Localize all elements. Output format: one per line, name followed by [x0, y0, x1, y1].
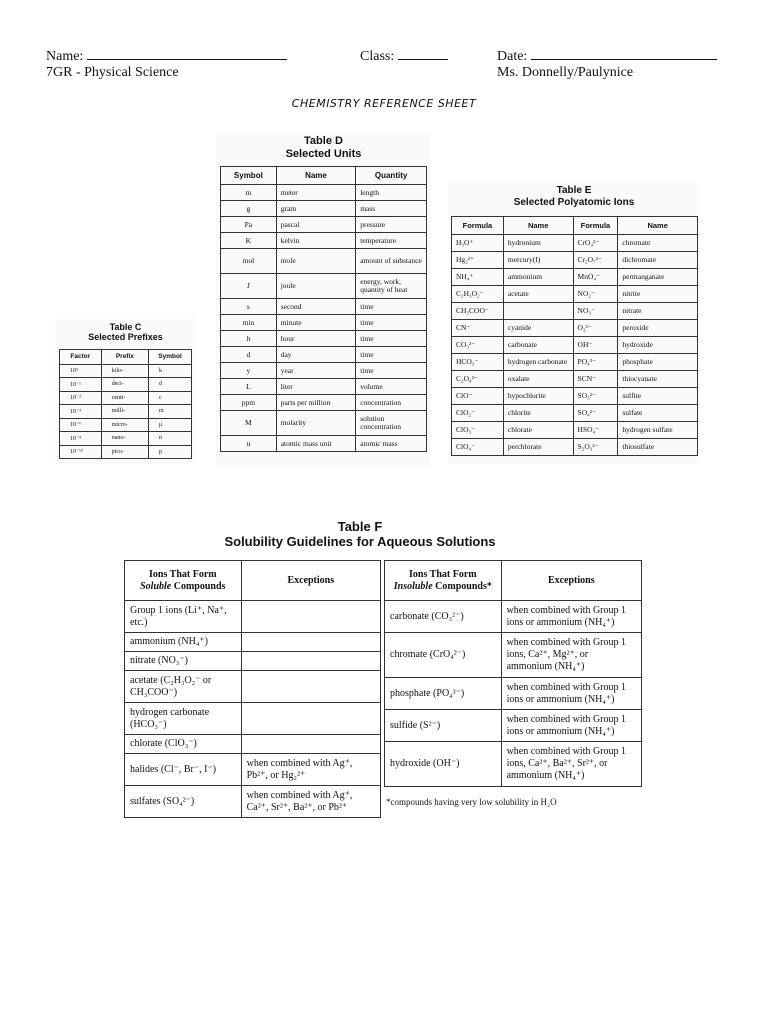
units-table-cell: year — [276, 363, 356, 379]
ions-table-row — [452, 405, 698, 422]
ions-table-cell: hydrogen carbonate — [503, 354, 573, 371]
ions-table-header-3: Name — [618, 217, 698, 235]
ions-table-cell: cyanide — [503, 320, 573, 337]
prefix-table-header-0: Factor — [60, 349, 102, 364]
name-blank — [87, 47, 287, 60]
ions-table-cell: NO₃⁻ — [573, 303, 618, 320]
ions-table-cell: CH₃COO⁻ — [452, 303, 504, 320]
units-table-header-0: Symbol — [221, 167, 277, 185]
units-table-row — [221, 274, 427, 299]
soluble-table-row — [125, 735, 381, 754]
units-table-cell: joule — [276, 274, 356, 299]
units-table-row — [221, 299, 427, 315]
ions-table-cell: ClO₃⁻ — [452, 422, 504, 439]
soluble-table-cell: nitrate (NO₃⁻) — [125, 652, 242, 671]
units-table-cell: mole — [276, 249, 356, 274]
units-table-cell: gram — [276, 201, 356, 217]
prefix-table-cell: centi- — [101, 391, 148, 405]
units-table-cell: parts per million — [276, 395, 356, 411]
units-table-cell: y — [221, 363, 277, 379]
units-table-row — [221, 249, 427, 274]
units-table — [220, 166, 427, 452]
ions-table — [451, 216, 698, 456]
insoluble-table-row — [385, 678, 642, 710]
soluble-table-row — [125, 601, 381, 633]
units-table-cell: atomic mass — [356, 436, 427, 452]
units-table-cell: s — [221, 299, 277, 315]
date-field — [497, 47, 717, 65]
ions-table-cell: OH⁻ — [573, 337, 618, 354]
insoluble-table-cell: hydroxide (OH⁻) — [385, 742, 502, 787]
ions-table-cell: C₂H₃O₂⁻ — [452, 286, 504, 303]
units-table-row — [221, 436, 427, 452]
ions-table-cell: hydrogen sulfate — [618, 422, 698, 439]
insoluble-ions-header: Ions That Form Insoluble Compounds* — [385, 561, 502, 601]
teacher-label: Ms. Donnelly/Paulynice — [497, 65, 634, 80]
insoluble-table-cell: when combined with Group 1 ions or ammonium (NH₄⁺) — [501, 678, 641, 710]
insoluble-exceptions-header: Exceptions — [501, 561, 641, 601]
prefix-table-cell: micro- — [101, 418, 148, 432]
insoluble-table-row — [385, 601, 642, 633]
insoluble-table-row — [385, 710, 642, 742]
ions-table-cell: H₃O⁺ — [452, 235, 504, 252]
units-table-cell: m — [221, 185, 277, 201]
page-title: CHEMISTRY REFERENCE SHEET — [291, 97, 477, 110]
ions-table-cell: ClO₂⁻ — [452, 405, 504, 422]
units-table-cell: mass — [356, 201, 427, 217]
ions-table-cell: MnO₄⁻ — [573, 269, 618, 286]
units-table-cell: L — [221, 379, 277, 395]
soluble-table-cell: Group 1 ions (Li⁺, Na⁺, etc.) — [125, 601, 242, 633]
units-table-row — [221, 363, 427, 379]
ions-table-row — [452, 354, 698, 371]
ions-table-row — [452, 252, 698, 269]
insoluble-table-cell: sulfide (S²⁻) — [385, 710, 502, 742]
ions-table-cell: hypochlorite — [503, 388, 573, 405]
soluble-table-row — [125, 652, 381, 671]
soluble-table-cell: when combined with Ag⁺, Ca²⁺, Sr²⁺, Ba²⁺, or Pb²⁺ — [241, 786, 380, 818]
insoluble-table-cell: when combined with Group 1 ions or ammonium (NH₄⁺) — [501, 601, 641, 633]
table-c-subtitle: Selected Prefixes — [88, 332, 163, 343]
prefix-table-cell: nano- — [101, 432, 148, 446]
table-d-title: Table D — [304, 135, 343, 147]
insoluble-table-cell: when combined with Group 1 ions, Ca²⁺, Mg²⁺, or ammonium (NH₄⁺) — [501, 633, 641, 678]
ions-table-cell: nitrate — [618, 303, 698, 320]
prefix-table-header-2: Symbol — [149, 349, 192, 364]
soluble-table-cell — [241, 671, 380, 703]
soluble-table-row — [125, 703, 381, 735]
ions-table-cell: ClO₄⁻ — [452, 439, 504, 456]
prefix-table-cell: 10⁻² — [60, 391, 102, 405]
soluble-exceptions-header: Exceptions — [241, 561, 380, 601]
ions-table-cell: Hg₂²⁺ — [452, 252, 504, 269]
ions-table-cell: CrO₄²⁻ — [573, 235, 618, 252]
table-d-selected-units — [216, 133, 431, 467]
soluble-table-cell: hydrogen carbonate (HCO₃⁻) — [125, 703, 242, 735]
ions-table-cell: SO₃²⁻ — [573, 388, 618, 405]
name-field — [46, 47, 287, 65]
prefix-table-cell: 10³ — [60, 364, 102, 378]
prefix-table-cell: deci- — [101, 378, 148, 392]
units-table-cell: time — [356, 315, 427, 331]
units-table-cell: concentration — [356, 395, 427, 411]
units-table-cell: J — [221, 274, 277, 299]
ions-table-cell: hydroxide — [618, 337, 698, 354]
insoluble-table-cell: carbonate (CO₃²⁻) — [385, 601, 502, 633]
prefix-table-row — [60, 418, 192, 432]
insoluble-table-cell: chromate (CrO₄²⁻) — [385, 633, 502, 678]
ions-table-cell: ammonium — [503, 269, 573, 286]
ions-table-cell: oxalate — [503, 371, 573, 388]
ions-table-cell: perchlorate — [503, 439, 573, 456]
soluble-table-cell — [241, 703, 380, 735]
soluble-ions-header: Ions That Form Soluble Compounds — [125, 561, 242, 601]
units-table-row — [221, 217, 427, 233]
insoluble-table-cell: when combined with Group 1 ions or ammonium (NH₄⁺) — [501, 710, 641, 742]
ions-table-cell: ClO⁻ — [452, 388, 504, 405]
table-f-caption — [120, 520, 600, 550]
prefix-table-cell: n — [149, 432, 192, 446]
table-e-caption — [448, 185, 700, 208]
ions-table-cell: CN⁻ — [452, 320, 504, 337]
ions-table-cell: sulfite — [618, 388, 698, 405]
units-table-header-1: Name — [276, 167, 356, 185]
ions-table-cell: HCO₃⁻ — [452, 354, 504, 371]
ions-table-header-0: Formula — [452, 217, 504, 235]
units-table-cell: pressure — [356, 217, 427, 233]
ions-table-cell: S₂O₃²⁻ — [573, 439, 618, 456]
ions-table-cell: chlorate — [503, 422, 573, 439]
ions-table-cell: peroxide — [618, 320, 698, 337]
table-e-subtitle: Selected Polyatomic Ions — [513, 196, 635, 208]
table-f-footnote: *compounds having very low solubility in H₂O — [386, 797, 557, 807]
soluble-table-cell: chlorate (ClO₃⁻) — [125, 735, 242, 754]
ions-table-cell: Cr₂O₇²⁻ — [573, 252, 618, 269]
units-table-cell: day — [276, 347, 356, 363]
units-table-cell: length — [356, 185, 427, 201]
prefix-table-row — [60, 378, 192, 392]
prefix-table-row — [60, 432, 192, 446]
ions-table-cell: thiosulfate — [618, 439, 698, 456]
prefix-table-row — [60, 405, 192, 419]
ions-table-cell — [503, 303, 573, 320]
ions-table-cell: O₂²⁻ — [573, 320, 618, 337]
prefix-table-cell: k — [149, 364, 192, 378]
prefix-table-cell: milli- — [101, 405, 148, 419]
units-table-cell: Pa — [221, 217, 277, 233]
ions-table-cell: chlorite — [503, 405, 573, 422]
course-label: 7GR - Physical Science — [46, 65, 179, 80]
date-blank — [531, 47, 717, 60]
ions-table-row — [452, 337, 698, 354]
ions-table-cell: CO₃²⁻ — [452, 337, 504, 354]
units-table-cell: amount of substance — [356, 249, 427, 274]
units-table-row — [221, 315, 427, 331]
table-f-title: Table F — [337, 519, 383, 534]
table-e-title: Table E — [556, 185, 592, 196]
prefix-table-cell: 10⁻¹ — [60, 378, 102, 392]
units-table-cell: solution concentration — [356, 411, 427, 436]
soluble-table-row — [125, 754, 381, 786]
insoluble-table-cell: phosphate (PO₄³⁻) — [385, 678, 502, 710]
prefix-table-cell: 10⁻¹² — [60, 445, 102, 459]
prefix-table-cell: 10⁻³ — [60, 405, 102, 419]
table-e-polyatomic-ions — [448, 183, 700, 464]
ions-table-cell: NO₂⁻ — [573, 286, 618, 303]
ions-table-row — [452, 388, 698, 405]
prefix-table-cell: 10⁻⁶ — [60, 418, 102, 432]
units-table-cell: hour — [276, 331, 356, 347]
ions-table-cell: nitrite — [618, 286, 698, 303]
ions-table-cell: C₂O₄²⁻ — [452, 371, 504, 388]
prefix-table-row — [60, 391, 192, 405]
units-table-cell: energy, work, quantity of heat — [356, 274, 427, 299]
ions-table-header-1: Name — [503, 217, 573, 235]
units-table-cell: M — [221, 411, 277, 436]
ions-table-cell: thiocyanate — [618, 371, 698, 388]
prefix-table-cell: kilo- — [101, 364, 148, 378]
name-label: Name: — [46, 49, 84, 64]
soluble-table-row — [125, 786, 381, 818]
units-table-cell: K — [221, 233, 277, 249]
table-d-subtitle: Selected Units — [285, 147, 362, 160]
units-table-cell: kelvin — [276, 233, 356, 249]
units-table-cell: min — [221, 315, 277, 331]
ions-table-header-2: Formula — [573, 217, 618, 235]
units-table-row — [221, 331, 427, 347]
class-blank — [398, 47, 448, 60]
insoluble-compounds-table — [384, 560, 642, 787]
units-table-cell: time — [356, 347, 427, 363]
class-label: Class: — [360, 49, 395, 64]
ions-table-cell: chromate — [618, 235, 698, 252]
units-table-cell: h — [221, 331, 277, 347]
units-table-row — [221, 201, 427, 217]
table-f-subtitle: Solubility Guidelines for Aqueous Solutions — [224, 533, 496, 549]
units-table-cell: time — [356, 363, 427, 379]
ions-table-cell: SO₄²⁻ — [573, 405, 618, 422]
units-table-header-2: Quantity — [356, 167, 427, 185]
ions-table-row — [452, 235, 698, 252]
insoluble-table-row — [385, 633, 642, 678]
ions-table-row — [452, 303, 698, 320]
units-table-cell: pascal — [276, 217, 356, 233]
units-table-cell: second — [276, 299, 356, 315]
ions-table-cell: sulfate — [618, 405, 698, 422]
prefix-table-row — [60, 445, 192, 459]
table-c-title: Table C — [109, 322, 142, 332]
units-table-cell: u — [221, 436, 277, 452]
soluble-table-row — [125, 671, 381, 703]
units-table-cell: meter — [276, 185, 356, 201]
prefix-table — [59, 349, 192, 460]
soluble-table-cell: halides (Cl⁻, Br⁻, I⁻) — [125, 754, 242, 786]
units-table-row — [221, 411, 427, 436]
ions-table-row — [452, 320, 698, 337]
insoluble-table-cell: when combined with Group 1 ions, Ca²⁺, Ba²⁺, Sr²⁺, or ammonium (NH₄⁺) — [501, 742, 641, 787]
ions-table-cell: NH₄⁺ — [452, 269, 504, 286]
units-table-cell: minute — [276, 315, 356, 331]
units-table-cell: time — [356, 331, 427, 347]
units-table-cell: g — [221, 201, 277, 217]
soluble-table-cell — [241, 652, 380, 671]
units-table-row — [221, 379, 427, 395]
table-d-caption — [216, 135, 431, 160]
soluble-compounds-table — [124, 560, 381, 818]
units-table-row — [221, 395, 427, 411]
ions-table-row — [452, 269, 698, 286]
ions-table-row — [452, 371, 698, 388]
class-field — [360, 47, 448, 65]
prefix-table-cell: 10⁻⁹ — [60, 432, 102, 446]
units-table-cell: mol — [221, 249, 277, 274]
ions-table-cell: hydronium — [503, 235, 573, 252]
ions-table-row — [452, 286, 698, 303]
units-table-row — [221, 233, 427, 249]
table-c-selected-prefixes — [55, 318, 196, 464]
soluble-table-cell — [241, 601, 380, 633]
soluble-table-cell: ammonium (NH₄⁺) — [125, 633, 242, 652]
prefix-table-cell: d — [149, 378, 192, 392]
ions-table-cell: mercury(I) — [503, 252, 573, 269]
ions-table-cell: carbonate — [503, 337, 573, 354]
units-table-cell: molarity — [276, 411, 356, 436]
units-table-cell: time — [356, 299, 427, 315]
ions-table-cell: dichromate — [618, 252, 698, 269]
units-table-cell: volume — [356, 379, 427, 395]
prefix-table-cell: p — [149, 445, 192, 459]
prefix-table-cell: pico- — [101, 445, 148, 459]
soluble-table-cell: when combined with Ag⁺, Pb²⁺, or Hg₂²⁺ — [241, 754, 380, 786]
units-table-cell: ppm — [221, 395, 277, 411]
prefix-table-row — [60, 364, 192, 378]
ions-table-cell: PO₄³⁻ — [573, 354, 618, 371]
table-c-caption — [55, 322, 196, 343]
ions-table-cell: phosphate — [618, 354, 698, 371]
soluble-table-cell: acetate (C₂H₃O₂⁻ or CH₃COO⁻) — [125, 671, 242, 703]
units-table-cell: liter — [276, 379, 356, 395]
units-table-row — [221, 185, 427, 201]
units-table-row — [221, 347, 427, 363]
ions-table-cell: SCN⁻ — [573, 371, 618, 388]
ions-table-row — [452, 439, 698, 456]
insoluble-table-row — [385, 742, 642, 787]
soluble-table-cell — [241, 735, 380, 754]
prefix-table-cell: μ — [149, 418, 192, 432]
units-table-cell: d — [221, 347, 277, 363]
prefix-table-cell: c — [149, 391, 192, 405]
ions-table-cell: acetate — [503, 286, 573, 303]
units-table-cell: atomic mass unit — [276, 436, 356, 452]
soluble-table-cell — [241, 633, 380, 652]
ions-table-cell: permanganate — [618, 269, 698, 286]
prefix-table-header-1: Prefix — [101, 349, 148, 364]
prefix-table-cell: m — [149, 405, 192, 419]
ions-table-row — [452, 422, 698, 439]
ions-table-cell: HSO₄⁻ — [573, 422, 618, 439]
soluble-table-row — [125, 633, 381, 652]
date-label: Date: — [497, 49, 528, 64]
soluble-table-cell: sulfates (SO₄²⁻) — [125, 786, 242, 818]
units-table-cell: temperature — [356, 233, 427, 249]
